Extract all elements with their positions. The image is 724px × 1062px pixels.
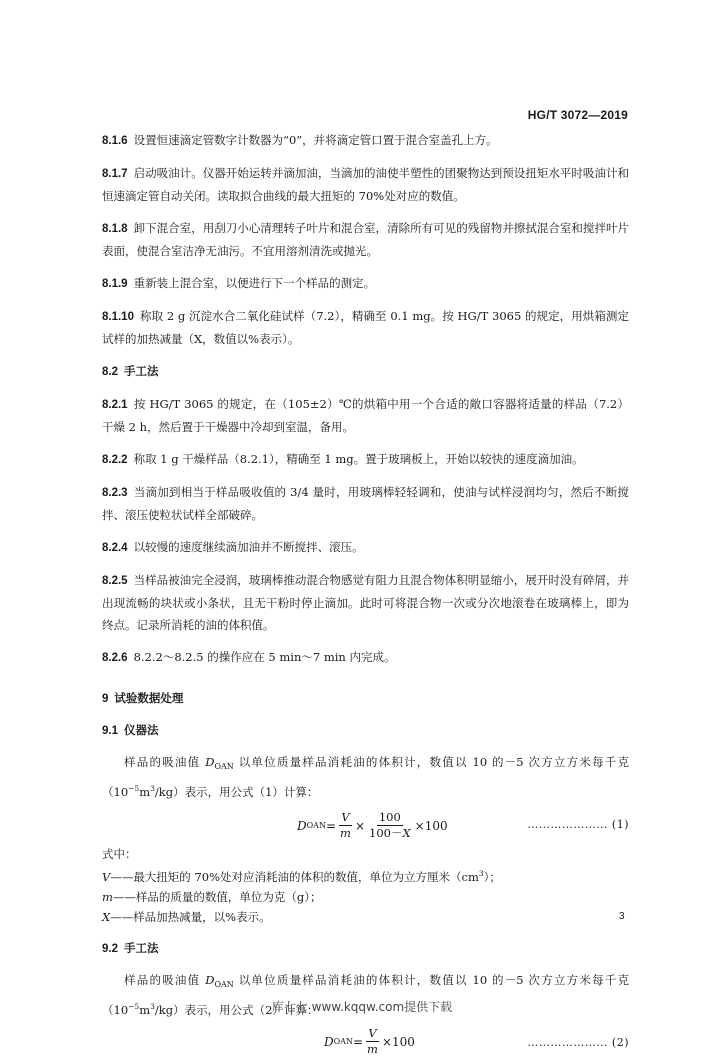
section-title: 手工法	[124, 364, 159, 378]
intro-text: 样品的吸油值	[124, 755, 201, 769]
symbol-definitions	[102, 844, 629, 927]
clause-text: 卸下混合室，用刮刀小心清理转子叶片和混合室，清除所有可见的残留物并擦拭混合室和搅拌叶片表面，使混合室洁净无油污。不宜用溶剂清洗或抛光。	[102, 221, 629, 258]
download-watermark: 库七七 www.kqqw.com提供下载	[271, 1000, 453, 1014]
section-heading-9	[102, 687, 629, 710]
times-hundred: ×100	[381, 1034, 415, 1049]
clause-number: 8.2.4	[102, 542, 128, 554]
formula-lhs: D	[324, 1034, 334, 1049]
paragraph-8-2-5	[102, 569, 629, 636]
clause-number: 8.1.7	[102, 168, 128, 180]
equals-sign: =	[325, 818, 337, 833]
symbol-d: D	[205, 755, 215, 769]
section-title: 试验数据处理	[114, 691, 184, 705]
unit-text: m	[139, 785, 151, 799]
times-hundred: ×100	[414, 818, 448, 833]
clause-number: 8.1.6	[102, 135, 128, 147]
clause-text: 设置恒速滴定管数字计数器为“0”，并将滴定管口置于混合室盖孔上方。	[133, 133, 498, 147]
definition-m	[102, 887, 629, 907]
clause-number: 8.2.2	[102, 454, 128, 466]
exponent: 3	[150, 784, 155, 793]
exponent: −5	[128, 1002, 140, 1011]
section-heading-9-1	[102, 719, 629, 742]
intro-text: 以单位质量样品消耗油的体积计，数值以 10 的－5 次方立方米每千克（10	[102, 755, 630, 799]
symbol-subscript: OAN	[214, 980, 234, 989]
clause-text: 重新装上混合室，以便进行下一个样品的测定。	[133, 276, 376, 290]
clause-number: 8.2.6	[102, 652, 128, 664]
paragraph-8-1-8	[102, 217, 629, 262]
numerator: V	[341, 810, 350, 824]
clause-number: 8.2.5	[102, 575, 128, 587]
exponent: −5	[128, 784, 140, 793]
doc-header-code: HG/T 3072—2019	[527, 108, 628, 122]
definition-symbol: V	[102, 870, 111, 884]
section-number: 8.2	[102, 366, 118, 378]
numerator: 100	[378, 810, 401, 824]
exponent: 3	[478, 869, 484, 878]
intro-text: /kg）表示，用公式（1）计算：	[154, 785, 319, 799]
section-heading-9-2	[102, 937, 629, 960]
formula-expression	[297, 810, 448, 841]
definition-symbol: X	[102, 910, 111, 924]
denominator: m	[367, 1042, 378, 1056]
formula-lhs-subscript: OAN	[306, 821, 326, 830]
document-body	[102, 129, 629, 1062]
paragraph-8-2-4	[102, 536, 629, 559]
formula-2	[102, 1024, 629, 1062]
definition-tail: ）；	[483, 870, 501, 884]
definition-symbol: m	[102, 890, 113, 904]
definition-text: 样品加热减量，以%表示。	[133, 910, 271, 924]
clause-number: 8.2.1	[102, 399, 128, 411]
clause-text: 称取 2 g 沉淀水合二氧化硅试样（7.2），精确至 0.1 mg。按 HG/T 3065 的规定，用烘箱测定试样的加热减量（X，数值以%表示）。	[102, 309, 629, 346]
definition-dash: ——	[110, 910, 134, 924]
clause-text: 以较慢的速度继续滴加油并不断搅拌、滚压。	[133, 540, 364, 554]
definition-text: 最大扭矩的 70%处对应消耗油的体积的数值，单位为立方厘米（cm	[133, 870, 479, 884]
definition-v	[102, 864, 629, 887]
equation-number: ………………… (2)	[527, 1036, 629, 1049]
paragraph-9-1-intro	[102, 751, 629, 803]
definition-x	[102, 907, 629, 927]
clause-text: 启动吸油计。仪器开始运转并滴加油，当滴加的油使半塑性的团聚物达到预设扭矩水平时吸油计和恒速滴定管自动关闭。读取拟合曲线的最大扭矩的 70%处对应的数值。	[102, 166, 629, 203]
paragraph-8-2-1	[102, 393, 629, 438]
formula-lhs: D	[297, 818, 307, 833]
clause-text: 称取 1 g 干燥样品（8.2.1），精确至 1 mg。置于玻璃板上，开始以较快的速度滴加油。	[133, 452, 584, 466]
section-heading-8-2	[102, 360, 629, 383]
paragraph-8-2-2	[102, 448, 629, 471]
page-number: 3	[619, 911, 625, 922]
section-number: 9	[102, 693, 109, 705]
intro-text: /kg）表示，用公式（2）计算：	[154, 1003, 319, 1017]
denominator-constant: 100－	[369, 826, 403, 840]
fraction-v-over-m	[338, 810, 353, 841]
section-number: 9.2	[102, 943, 118, 955]
paragraph-8-1-7	[102, 162, 629, 207]
paragraph-8-1-9	[102, 272, 629, 295]
paragraph-8-2-6	[102, 646, 629, 669]
clause-text: 8.2.2～8.2.5 的操作应在 5 min～7 min 内完成。	[133, 650, 396, 664]
paragraph-8-1-10	[102, 305, 629, 350]
fraction-100-over-100-minus-x	[367, 810, 413, 841]
clause-text: 当样品被油完全浸润，玻璃棒推动混合物感觉有阻力且混合物体积明显缩小，展开时没有碎屑，并出现流畅的块状或小条状，且无干粉时停止滴加。此时可将混合物一次或分次地滚卷在玻璃棒上，即为终点。记录所消耗的油的体积值。	[102, 573, 629, 632]
times-sign: ×	[354, 818, 365, 833]
formula-lhs-subscript: OAN	[333, 1037, 353, 1046]
formula-1	[102, 806, 629, 844]
clause-number: 8.1.10	[102, 311, 134, 323]
symbol-d: D	[205, 973, 215, 987]
section-number: 9.1	[102, 725, 118, 737]
clause-number: 8.1.8	[102, 223, 128, 235]
equals-sign: =	[352, 1034, 364, 1049]
formula-expression	[324, 1026, 415, 1057]
clause-text: 当滴加到相当于样品吸收值的 3/4 量时，用玻璃棒轻轻调和，使油与试样浸润均匀，然后不断搅拌、滚压使粒状试样全部破碎。	[102, 485, 629, 522]
denominator: m	[340, 826, 351, 840]
equation-number: ………………… (1)	[527, 818, 629, 831]
denominator	[367, 826, 413, 841]
fraction-v-over-m	[365, 1026, 380, 1057]
clause-number: 8.2.3	[102, 487, 128, 499]
section-title: 手工法	[124, 941, 159, 955]
clause-number: 8.1.9	[102, 278, 128, 290]
paragraph-8-2-3	[102, 481, 629, 526]
unit-text: m	[139, 1003, 151, 1017]
intro-text: 以单位质量样品消耗油的体积计，数值以 10 的－5 次方立方米每千克（10	[102, 973, 630, 1017]
intro-text: 样品的吸油值	[124, 973, 201, 987]
where-label: 式中：	[102, 847, 137, 861]
paragraph-8-1-6	[102, 129, 629, 152]
clause-text: 按 HG/T 3065 的规定，在（105±2）℃的烘箱中用一个合适的敞口容器将适量的样品（7.2）干燥 2 h，然后置于干燥器中冷却到室温，备用。	[102, 397, 629, 434]
symbol-subscript: OAN	[214, 762, 234, 771]
exponent: 3	[150, 1002, 155, 1011]
definition-dash: ——	[112, 890, 136, 904]
section-title: 仪器法	[124, 723, 159, 737]
definition-dash: ——	[110, 870, 134, 884]
numerator: V	[368, 1026, 377, 1040]
denominator-variable: X	[402, 826, 411, 840]
definition-text: 样品的质量的数值，单位为克（g）；	[135, 890, 322, 904]
